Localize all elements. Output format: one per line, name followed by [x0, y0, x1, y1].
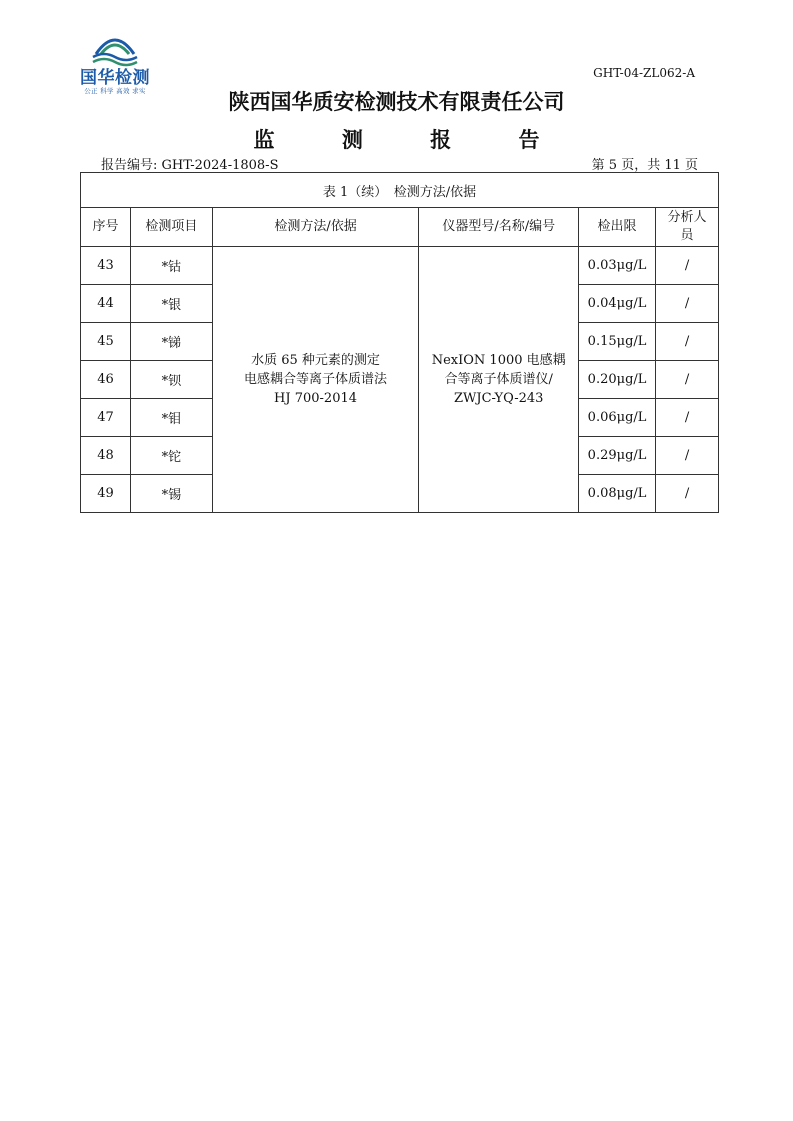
analyst: /	[656, 323, 719, 361]
analyst: /	[656, 399, 719, 437]
detection-limit: 0.08μg/L	[579, 475, 656, 513]
instrument-line: 合等离子体质谱仪/	[444, 372, 553, 387]
test-item: *铊	[130, 437, 212, 475]
page-indicator: 第 5 页，共 11 页	[591, 158, 698, 173]
detection-limit: 0.20μg/L	[579, 361, 656, 399]
column-header: 检测项目	[130, 208, 212, 247]
test-item: *锡	[130, 475, 212, 513]
column-header: 检测方法/依据	[212, 208, 419, 247]
test-item: *银	[130, 285, 212, 323]
row-number: 48	[81, 437, 131, 475]
instrument-line: ZWJC-YQ-243	[453, 391, 544, 406]
test-item: *钡	[130, 361, 212, 399]
detection-limit: 0.06μg/L	[579, 399, 656, 437]
detection-limit: 0.04μg/L	[579, 285, 656, 323]
logo-name: 国华检测	[80, 68, 150, 88]
column-header: 序号	[81, 208, 131, 247]
column-header: 分析人员	[656, 208, 719, 247]
analyst: /	[656, 361, 719, 399]
document-code: GHT-04-ZL062-A	[593, 66, 695, 80]
row-number: 43	[81, 247, 131, 285]
logo-slogan: 公正 科学 高效 求实	[84, 87, 146, 95]
table-header-row	[81, 208, 719, 247]
instrument-cell	[419, 247, 579, 513]
company-name: 陕西国华质安检测技术有限责任公司	[228, 90, 565, 114]
method-cell	[212, 247, 419, 513]
column-header: 仪器型号/名称/编号	[419, 208, 579, 247]
row-number: 49	[81, 475, 131, 513]
row-number: 45	[81, 323, 131, 361]
analyst: /	[656, 475, 719, 513]
test-item: *钴	[130, 247, 212, 285]
method-line: 电感耦合等离子体质谱法	[244, 372, 388, 387]
table-row	[81, 247, 719, 285]
analyst: /	[656, 285, 719, 323]
analyst: /	[656, 247, 719, 285]
report-title: 监 测 报 告	[253, 128, 570, 152]
column-header: 检出限	[579, 208, 656, 247]
table-caption: 表 1（续） 检测方法/依据	[81, 173, 719, 208]
method-table	[80, 172, 719, 513]
row-number: 47	[81, 399, 131, 437]
row-number: 44	[81, 285, 131, 323]
detection-limit: 0.29μg/L	[579, 437, 656, 475]
instrument-line: NexION 1000 电感耦	[431, 353, 566, 368]
row-number: 46	[81, 361, 131, 399]
method-line: 水质 65 种元素的测定	[251, 353, 380, 368]
analyst: /	[656, 437, 719, 475]
detection-limit: 0.15μg/L	[579, 323, 656, 361]
method-line: HJ 700-2014	[274, 391, 358, 406]
logo-emblem-icon	[90, 30, 140, 68]
test-item: *钼	[130, 399, 212, 437]
test-item: *锑	[130, 323, 212, 361]
detection-limit: 0.03μg/L	[579, 247, 656, 285]
report-number: 报告编号: GHT-2024-1808-S	[101, 158, 279, 173]
